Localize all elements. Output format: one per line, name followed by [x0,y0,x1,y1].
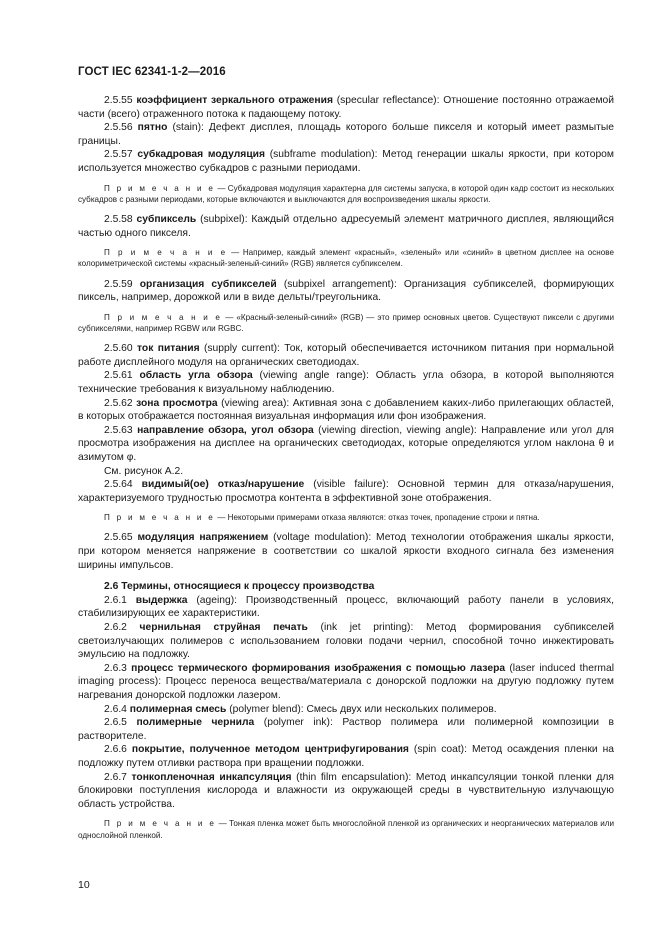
term-entry: 2.6.1 выдержка (ageing): Производственный процесс, включающий работу панели в условиях, стабилизирующих ее характеристики. [78,594,614,620]
note: П р и м е ч а н и е — Некоторыми примерами отказа являются: отказ точек, пропадение строки и пятна. [104,513,540,523]
term-entry: 2.5.62 зона просмотра (viewing area): Активная зона с добавлением каких-либо прилегающих областей, в которых отображается постоянная визуальная информация или фон изображения. [78,397,614,423]
term-entry: 2.6.4 полимерная смесь (polymer blend): Смесь двух или нескольких полимеров. [104,703,497,715]
note: П р и м е ч а н и е — «Красный-зеленый-синий» (RGB) — это пример основных цветов. Существуют пиксели с другими субпикселями, например RGBW или RGBC. [78,312,614,333]
note: П р и м е ч а н и е — Субкадровая модуляция характерна для системы запуска, в которой один кадр состоит из нескольких субкадров с разными периодами, которые включаются и выключаются для воспроизведения шкалы яркости. [78,183,614,204]
term-entry: 2.5.61 область угла обзора (viewing angle range): Область угла обзора, в которой выполняются технические требования к визуальному наблюдению. [78,370,614,395]
term-entry: 2.5.55 коэффициент зеркального отражения (specular reflectance): Отношение постоянно отражаемой части (всего) отраженного потока к падающему потоку. [78,95,615,120]
document-header: ГОСТ IEC 62341-1-2—2016 [78,66,226,78]
document-page [78,66,614,849]
term-entry: 2.5.63 направление обзора, угол обзора (viewing direction, viewing angle): Направление или угол для просмотра изображения на дисплее на органических светодиодах, которые определяются углом наклона θ и азимутом φ. [78,424,614,463]
term-entry: 2.6.6 покрытие, полученное методом центрифугирования (spin coat): Метод осаждения пленки на подложку путем отливки раствора при вращении подложки. [78,744,615,769]
note: П р и м е ч а н и е — Например, каждый элемент «красный», «зеленый» или «синий» в цветном дисплее на основе колориметрической системы «красный-зеленый-синий» (RGB) является субпикселем. [78,248,614,269]
term-entry: 2.5.56 пятно (stain): Дефект дисплея, площадь которого больше пикселя и который имеет размытые границы. [78,122,614,147]
term-entry: 2.6.3 процесс термического формирования изображения с помощью лазера (laser induced thermal imaging process): Процесс переноса вещества/материала с донорской подложки на другую подложку путем нагревания донорской подложки лазером. [78,662,614,702]
term-entry: 2.6.2 чернильная струйная печать (ink jet printing): Метод формирования субпикселей светоизлучающих полимеров с использованием головки подачи чернил, способной точно инжектировать эмульсию на подложку. [78,622,614,661]
term-entry: 2.5.65 модуляция напряжением (voltage modulation): Метод технологии отображения шкалы яркости, при котором меняется напряжение в соответствии со шкалой яркости входного сигнала без изменения ширины импульсов. [78,532,614,571]
term-entry: 2.5.57 субкадровая модуляция (subframe modulation): Метод генерации шкалы яркости, при котором используется множество субкадров с разными периодами. [78,149,614,174]
term-entry: 2.5.58 субпиксель (subpixel): Каждый отдельно адресуемый элемент матричного дисплея, являющийся частью одного пикселя. [78,213,614,239]
note: П р и м е ч а н и е — Тонкая пленка может быть многослойной пленкой из органических и неорганических материалов или однослойной пленкой. [78,819,614,840]
page-number: 10 [78,879,90,891]
figure-reference: См. рисунок А.2. [104,465,184,477]
term-entry: 2.6.5 полимерные чернила (polymer ink): Раствор полимера или полимерной композиции в растворителе. [78,717,614,742]
term-entry: 2.5.59 организация субпикселей (subpixel arrangement): Организация субпикселей, формирующих пиксель, например, дорожкой или в виде дельты/треугольника. [78,278,614,304]
term-entry: 2.5.64 видимый(ое) отказ/нарушение (visible failure): Основной термин для отказа/нарушения, характеризуемого трудностью просмотра контента в эффективной зоне отображения. [78,479,614,504]
term-entry: 2.5.60 ток питания (supply current): Ток, который обеспечивается источником питания при нормальной работе дисплейного модуля на органических светодиодах. [78,343,614,368]
section-heading: 2.6 Термины, относящиеся к процессу производства [104,581,375,593]
term-entry: 2.6.7 тонкопленочная инкапсуляция (thin film encapsulation): Метод инкапсуляции тонкой пленки для блокировки поступления кислорода и влажности из окружающей среды в чувствительную излучающую область устройства. [78,771,614,810]
